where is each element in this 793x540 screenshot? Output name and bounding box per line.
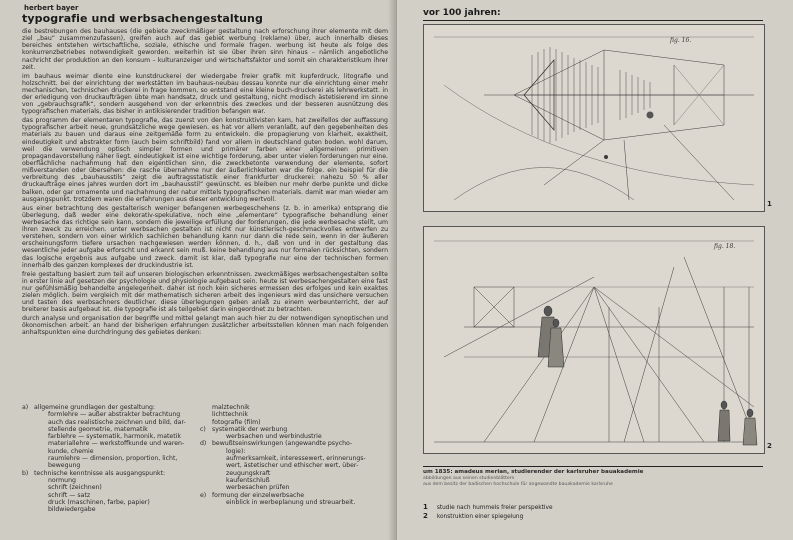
- figure-1-inscription: fig. 16.: [670, 37, 692, 44]
- outline-line: formlehre — außer abstrakter betrachtung: [48, 411, 181, 419]
- outline-item-lines: [212, 440, 388, 491]
- outline-line: formung der einzelwerbsache: [212, 491, 305, 499]
- outline-line: werbsachen und werbindustrie: [226, 433, 322, 441]
- heading-rule: [423, 20, 763, 21]
- legend-item-1: [423, 504, 763, 513]
- outline-line: auch das realistische zeichnen und bild, dar-: [48, 418, 186, 426]
- outline-line: fotografie (film): [212, 418, 261, 426]
- outline-line: werbesachen prüfen: [226, 484, 290, 492]
- figure-caption: [423, 469, 763, 489]
- outline-item: [200, 404, 388, 426]
- outline-item-lines: [212, 404, 388, 426]
- outline-line: druck (maschinen, farbe, papier): [48, 498, 150, 506]
- caption-fine-1: abbildungen aus seinen studienblättern: [423, 475, 515, 481]
- outline-item-key: c): [200, 425, 206, 433]
- outline-item-lines: [212, 492, 388, 507]
- figure-reflection-construction: [423, 226, 765, 454]
- right-page: vor 100 jahren: fig. 16. 1 fig. 18. 2 um 1835: amadeus merian, studierender der karlsruher bauakademie abbildungen aus seinen studienblättern aus dem besitz der badischen hochschule für angewandte bauakademie karlsruhe 1 studie nach hummels freier perspektive 2 konstruktion einer spiegelung: [397, 0, 793, 540]
- outline-item: [22, 404, 202, 470]
- caption-fine-2: aus dem besitz der badischen hochschule für angewandte bauakademie karlsruhe: [423, 482, 613, 488]
- outline-line: schrift — satz: [48, 491, 91, 499]
- figure-2-inscription: fig. 18.: [714, 243, 736, 250]
- legend-item-2: [423, 513, 763, 522]
- author-name: herbert bayer: [24, 4, 79, 12]
- outline-item-lines: [34, 404, 202, 470]
- outline-line: raumlehre — dimension, proportion, licht,: [48, 455, 178, 463]
- paragraph-3: das programm der elementaren typografie, das zuerst von den konstruktivisten kam, hat zweifellos der auffassung typografischer arbeit neue, grundsätzliche wege gewiesen. es hat vor allem veranlaßt, auf den gegebenheiten des materials zu bauen und daraus eine zeitgemäße form zu entwickeln. die propagierung von klarheit, exaktheit, eindeutigkeit und abstrakter form (auch beim schriftbild) fand vor allem in deutschland guten boden. wohl darum, weil die verwendung optisch simpler formen und primärer farben einer allgemeinen primitiven propagandavorstellung näher liegt. eindeutigkeit ist eine wichtige forderung, aber unter vielen forderungen nur eine. oberflächliche nachahmung hat den eigentlichen sinn, die zweckbetonte verwendung der elemente, sofort mißverstanden oder übersehen: die rasche übernahme nur der äußerlichkeiten war die folge. ein beispiel für die verbreitung des „bauhausstils“ zeigt die auftragsstatistik einer frankfurter druckerei: nahezu 50 % aller druckaufträge eines jahres wurden dort im „bauhausstil“ gewünscht. es bleiben nur mehr derbe punkte und dicke balken, oder gar ornamente und nachahmung der natur mittels typografischen materials. damit war man wieder am ausgangspunkt. trotzdem waren die erfahrungen aus dieser entwicklung wertvoll.: [22, 117, 388, 203]
- outline-line: allgemeine grundlagen der gestaltung:: [34, 404, 156, 411]
- outline-line: normung: [48, 476, 76, 484]
- outline-line: farblehre — systematik, harmonik, matetik: [48, 433, 181, 441]
- outline-line: malztechnik: [212, 404, 250, 411]
- paragraph-4: aus einer betrachtung des gestalterisch weniger befangenen werbegeschehens (z. b. in amerika) entsprang die überlegung, daß weder eine dekorativ-spekulative, noch eine „elementare“ typografische behandlung einer werbesache das richtige sein kann, sondern die jeweilige erfüllung der forderungen, die jede werbesache stellt, um ihren zweck zu erreichen. unter werbsachen gestalten ist nicht nur künstlerisch-geschmackvolles entwerfen zu verstehen, sondern von einer wirklich sachlichen behandlung kann nur dann die rede sein, wenn in der äußeren erscheinungsform tiefere ursachen nachgewiesen werden können, d. h., daß von und in der gestaltung das wesentliche jeder aufgabe erforscht und erkannt sein muß. keine behandlung aus nur formalen rücksichten, sondern das logische ergebnis aus aufgabe und zweck. damit ist klar, daß typografie nur eine der technischen formen innerhalb des ganzen komplexes der druckindustrie ist.: [22, 204, 388, 269]
- outline-item-key: a): [22, 404, 29, 411]
- paragraph-5: freie gestaltung basiert zum teil auf unseren biologischen erkenntnissen. zweckmäßiges werbsachengestalten sollte in erster linie auf gesetzen der psychologie und physiologie aufgebaut sein. heute ist werbesachengestalten eine fast nur gefühlsmäßig behandelte angelegenheit. daher ist noch kein sicheres ermessen des erfolges und kein exaktes zielen möglich. beim vergleich mit der mathematisch sicheren arbeit des ingenieurs wird das unsichere versuchen und tasten des werbsachners deutlicher. diese überlegungen geben anlaß zu einem werbeunterricht, der auf breiterer basis aufgebaut ist. die typografie ist als teilgebiet darin eingeordnet zu betrachten.: [22, 270, 388, 314]
- legend-text: konstruktion einer spiegelung: [436, 513, 524, 520]
- outline-line: lichttechnik: [212, 411, 248, 419]
- reflection-drawing: [424, 227, 764, 453]
- outline-column-left: [22, 404, 202, 513]
- outline-column-right: [200, 404, 388, 506]
- figure-legend: [423, 504, 763, 521]
- outline-line: kaufentschluß: [226, 476, 270, 484]
- outline-line: bewegung: [48, 462, 81, 470]
- right-page-heading: vor 100 jahren:: [423, 8, 501, 18]
- outline-line: logie):: [226, 447, 246, 455]
- outline-item: [200, 426, 388, 441]
- article-body: [22, 28, 388, 338]
- outline-line: einblick in werbeplanung und streuarbeit.: [226, 498, 356, 506]
- caption-rule: [423, 466, 763, 467]
- outline-line: materiallehre — werkstoffkunde und waren-: [48, 440, 185, 448]
- outline-item: [22, 470, 202, 514]
- outline-item-key: b): [22, 469, 29, 477]
- outline-line: aufmerksamkeit, interessewert, erinnerungs-: [226, 455, 366, 463]
- caption-lead: um 1835: amadeus merian, studierender der karlsruher bauakademie: [423, 469, 644, 475]
- outline-line: bildwiedergabe: [48, 506, 96, 514]
- outline-line: schrift (zeichnen): [48, 484, 102, 492]
- outline-item-key: [200, 404, 212, 426]
- article-title: typografie und werbsachengestaltung: [22, 12, 263, 25]
- outline-item-lines: [34, 470, 202, 514]
- legend-number: 1: [423, 503, 428, 511]
- figure-perspective-study: [423, 24, 765, 212]
- outline-item-key: d): [200, 440, 207, 448]
- outline-line: zeugungskraft: [226, 469, 271, 477]
- outline-item: [200, 440, 388, 491]
- paragraph-2: im bauhaus weimar diente eine kunstdruckerei der wiedergabe freier grafik mit kupferdruck, litografie und holzschnitt. bei der einrichtung der werkstätten im bauhaus-neubau dessau konnte nur die einrichtung einer mehr mechanischen, technischen druckerei in frage kommen, so entstand eine kleine buch-druckerei als lehrwerkstatt. in der erledigung von druckaufträgen übte man handsatz, druck und gestaltung, nicht modisch ästetisierend im sinne von „gebrauchsgrafik“, sondern ausgehend von der erkenntnis des zweckes und der besseren ausnützung des typografischen materials, das bisher in antikisierender tradition befangen war.: [22, 72, 388, 116]
- paragraph-6: durch analyse und organisation der begriffe und mittel gelangt man auch hier zu der notwendigen synoptischen und ökonomischen arbeit. an hand der bisherigen erfahrungen zusätzlicher arbeitsstellen können man nach folgenden anhaltspunkten eine durchdringung des gebietes denken:: [22, 315, 388, 337]
- paragraph-1: die bestrebungen des bauhauses (die gebiete zweckmäßiger gestaltung nach erforschung ihrer elemente mit dem ziel „bau“ zusammenzufassen), greifen auch auf das gebiet werbung (reklame) über, auch innerhalb dieses bereiches entstehen wirtschaftliche, soziale, ethische und formale fragen. werbung ist heute als folge des konkurrenzbetriebes notwendigkeit geworden. weiterhin ist sie über ihren sinn hinaus – nämlich angebotliche nachricht der produktion an den konsum – kulturanzeiger und wirtschaftsfaktor und somit ein charakteristikum ihrer zeit.: [22, 28, 388, 71]
- legend-number: 2: [423, 511, 428, 520]
- outline-line: bewußtseinswirkungen (angewandte psycho-: [212, 440, 353, 448]
- outline-item-key: e): [200, 491, 207, 499]
- outline-item: [200, 492, 388, 507]
- perspective-drawing: [424, 25, 764, 211]
- outline-item-lines: [212, 426, 388, 441]
- outline-line: technische kenntnisse als ausgangspunkt:: [34, 469, 166, 477]
- outline-line: stellende geometrie, matematik: [48, 425, 148, 433]
- legend-text: studie nach hummels freier perspektive: [436, 505, 553, 511]
- outline-line: kunde, chemie: [48, 447, 94, 455]
- outline-line: systematik der werbung: [212, 425, 288, 433]
- outline-line: wert, ästetischer und ethischer wert, über-: [226, 462, 359, 470]
